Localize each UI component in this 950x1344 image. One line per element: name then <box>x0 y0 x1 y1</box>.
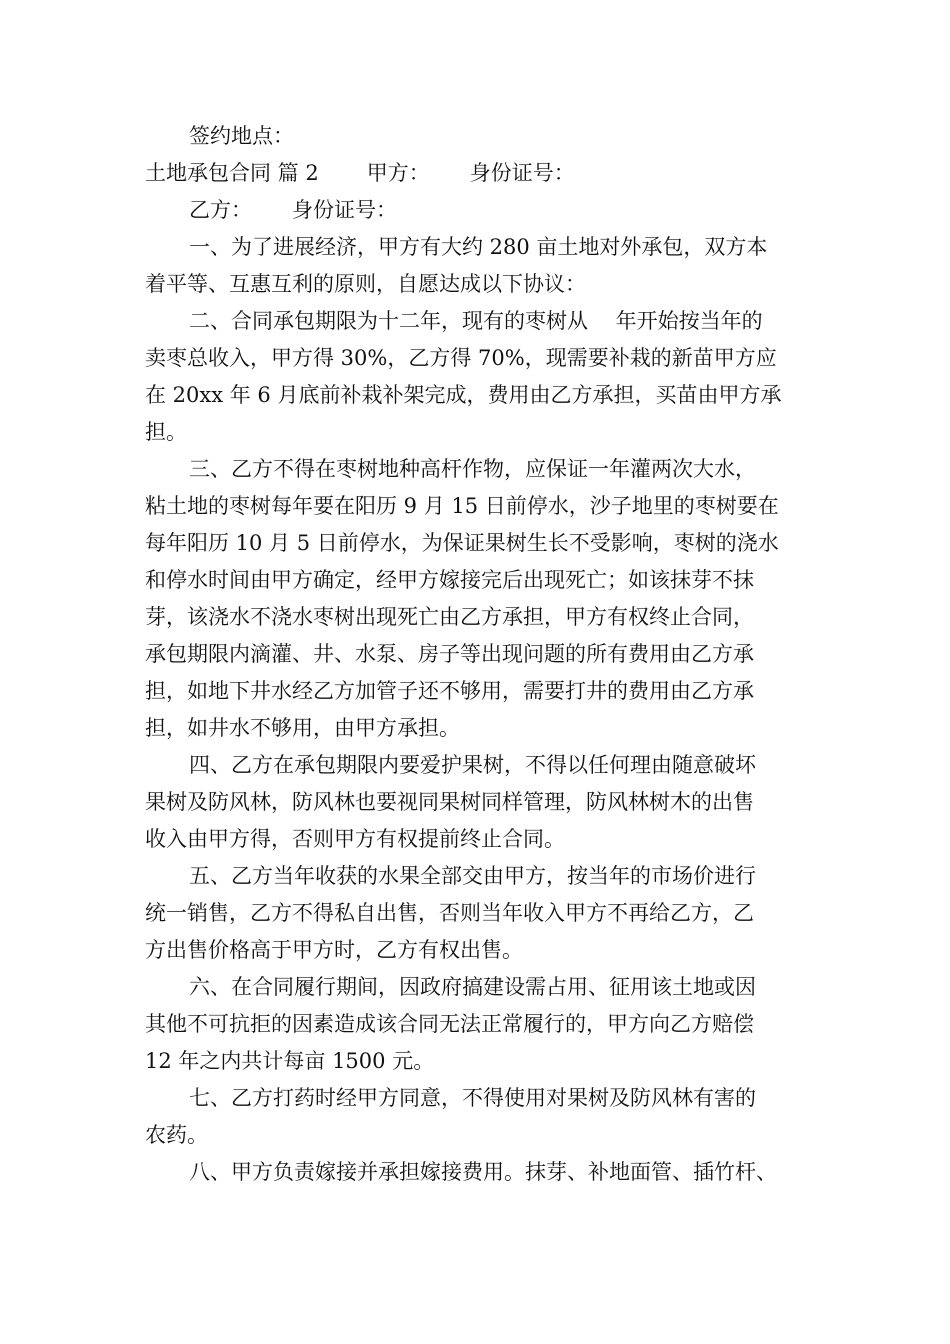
clause-2-line-3: 在 20xx 年 6 月底前补栽补架完成，费用由乙方承担，买苗由甲方承 <box>145 383 782 407</box>
title-row <box>145 155 810 192</box>
party-a-label: 甲方： <box>366 161 430 185</box>
clause-3-line-3: 每年阳历 10 月 5 日前停水，为保证果树生长不受影响，枣树的浇水 <box>145 531 779 555</box>
clause-6-line-1: 六、在合同履行期间，因政府搞建设需占用、征用该土地或因 <box>189 975 756 999</box>
clause-3-line-4: 和停水时间由甲方确定，经甲方嫁接完后出现死亡；如该抹芽不抹 <box>145 568 754 592</box>
clause-5-line-1: 五、乙方当年收获的水果全部交由甲方，按当年的市场价进行 <box>189 864 756 888</box>
clause-1-line-2: 着平等、互惠互利的原则，自愿达成以下协议： <box>145 272 586 296</box>
clause-2-line-4: 担。 <box>145 420 187 444</box>
clause-3-line-5: 芽，该浇水不浇水枣树出现死亡由乙方承担，甲方有权终止合同， <box>145 605 754 629</box>
clause-4-line-3: 收入由甲方得，否则甲方有权提前终止合同。 <box>145 827 565 851</box>
party-b-row <box>145 192 810 229</box>
clause-1-line-1: 一、为了进展经济，甲方有大约 280 亩土地对外承包，双方本 <box>189 235 768 259</box>
clause-5-line-2: 统一销售，乙方不得私自出售，否则当年收入甲方不再给乙方，乙 <box>145 901 754 925</box>
sign-place: 签约地点： <box>189 124 294 148</box>
clause-3-line-8: 担，如井水不够用，由甲方承担。 <box>145 716 460 740</box>
clause-6-line-3: 12 年之内共计每亩 1500 元。 <box>145 1049 435 1073</box>
clause-3-line-1: 三、乙方不得在枣树地种高杆作物，应保证一年灌两次大水， <box>189 457 756 481</box>
document-title: 土地承包合同 篇 2 <box>145 161 319 185</box>
clause-2-line-2: 卖枣总收入，甲方得 30%，乙方得 70%，现需要补栽的新苗甲方应 <box>145 346 777 370</box>
clause-6-line-2: 其他不可抗拒的因素造成该合同无法正常履行的，甲方向乙方赔偿 <box>145 1012 754 1036</box>
clause-7-line-2: 农药。 <box>145 1123 208 1147</box>
clause-4-line-1: 四、乙方在承包期限内要爱护果树，不得以任何理由随意破坏 <box>189 753 756 777</box>
clause-8-line-1: 八、甲方负责嫁接并承担嫁接费用。抹芽、补地面管、插竹杆、 <box>189 1160 777 1184</box>
document-page <box>145 118 810 1191</box>
clause-2-line-1: 二、合同承包期限为十二年，现有的枣树从 年开始按当年的 <box>189 309 763 333</box>
clause-3-line-2: 粘土地的枣树每年要在阳历 9 月 15 日前停水，沙子地里的枣树要在 <box>145 494 779 518</box>
clause-7-line-1: 七、乙方打药时经甲方同意，不得使用对果树及防风林有害的 <box>189 1086 756 1110</box>
party-b-id-label: 身份证号： <box>292 198 397 222</box>
clause-3-line-7: 担，如地下井水经乙方加管子还不够用，需要打井的费用由乙方承 <box>145 679 754 703</box>
clause-5-line-3: 方出售价格高于甲方时，乙方有权出售。 <box>145 938 523 962</box>
clause-4-line-2: 果树及防风林，防风林也要视同果树同样管理，防风林树木的出售 <box>145 790 754 814</box>
party-a-id-label: 身份证号： <box>469 161 575 185</box>
party-b-label: 乙方： <box>189 198 252 222</box>
clause-3-line-6: 承包期限内滴灌、井、水泵、房子等出现问题的所有费用由乙方承 <box>145 642 754 666</box>
